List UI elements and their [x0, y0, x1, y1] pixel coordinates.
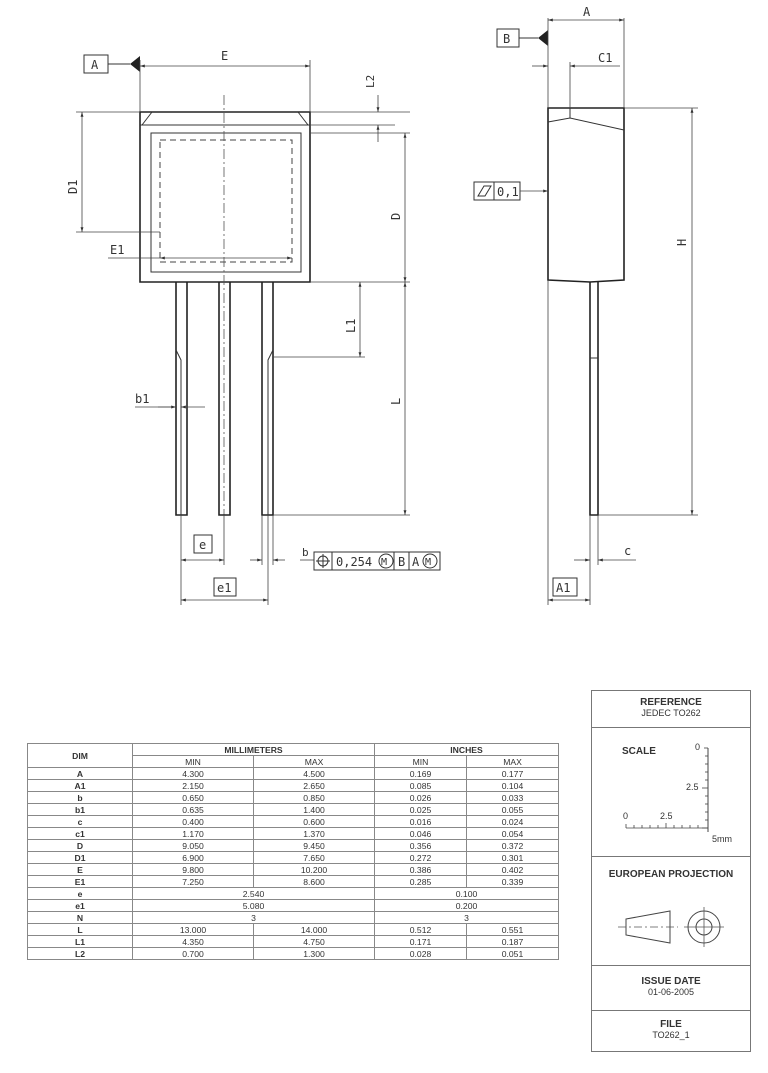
reference-cell	[592, 691, 750, 728]
mmc-modifier-2: M	[425, 557, 432, 568]
mm-min-header: MIN	[133, 756, 254, 768]
in-min: 0.171	[375, 936, 467, 948]
side-view	[474, 5, 698, 605]
dim-c1-label: C1	[598, 51, 613, 65]
dimensions-table	[27, 743, 559, 960]
table-row	[28, 840, 559, 852]
in-min: 0.028	[375, 948, 467, 960]
dim-l1-label: L1	[344, 318, 358, 333]
mm-max: 7.650	[254, 852, 375, 864]
dim-name: L1	[28, 936, 133, 948]
mm-value: 5.080	[133, 900, 375, 912]
mm-min: 0.635	[133, 804, 254, 816]
in-value: 0.200	[375, 900, 559, 912]
position-ref-a: A	[412, 555, 420, 569]
dim-name: E	[28, 864, 133, 876]
table-row	[28, 828, 559, 840]
mm-max: 1.400	[254, 804, 375, 816]
dim-d-label: D	[389, 212, 403, 220]
mm-min: 2.150	[133, 780, 254, 792]
mm-min: 6.900	[133, 852, 254, 864]
dim-name: c	[28, 816, 133, 828]
in-min-header: MIN	[375, 756, 467, 768]
in-min: 0.085	[375, 780, 467, 792]
in-max: 0.055	[467, 804, 559, 816]
in-max: 0.054	[467, 828, 559, 840]
dim-e1-label: E1	[110, 243, 125, 257]
mm-max: 1.370	[254, 828, 375, 840]
scale-label: SCALE	[622, 746, 656, 757]
projection-symbol-icon	[592, 889, 750, 959]
dim-column-header: DIM	[28, 744, 133, 768]
dim-name: D1	[28, 852, 133, 864]
dim-b1-label: b1	[135, 392, 150, 406]
dim-a1-label: A1	[556, 581, 571, 595]
in-max: 0.051	[467, 948, 559, 960]
issue-date-value: 01-06-2005	[647, 987, 695, 997]
mm-max: 0.600	[254, 816, 375, 828]
file-value: TO262_1	[652, 1030, 690, 1040]
title-block	[591, 690, 751, 1052]
inches-header: INCHES	[375, 744, 559, 756]
mm-max: 4.500	[254, 768, 375, 780]
in-min: 0.386	[375, 864, 467, 876]
in-min: 0.016	[375, 816, 467, 828]
mm-min: 7.250	[133, 876, 254, 888]
issue-date-cell	[592, 966, 750, 1011]
dim-name: L	[28, 924, 133, 936]
in-value: 3	[375, 912, 559, 924]
table-row	[28, 780, 559, 792]
in-max: 0.177	[467, 768, 559, 780]
scale-cell	[592, 728, 750, 857]
in-max: 0.104	[467, 780, 559, 792]
position-tolerance-value: 0,254	[336, 555, 373, 569]
in-max: 0.301	[467, 852, 559, 864]
in-value: 0.100	[375, 888, 559, 900]
table-row	[28, 888, 559, 900]
mm-max: 2.650	[254, 780, 375, 792]
dim-c-label: c	[624, 544, 632, 558]
mm-max: 10.200	[254, 864, 375, 876]
in-min: 0.285	[375, 876, 467, 888]
in-min: 0.272	[375, 852, 467, 864]
reference-label: REFERENCE	[640, 697, 702, 708]
table-row	[28, 948, 559, 960]
mm-value: 3	[133, 912, 375, 924]
dim-name: D	[28, 840, 133, 852]
in-max-header: MAX	[467, 756, 559, 768]
in-min: 0.356	[375, 840, 467, 852]
in-max: 0.402	[467, 864, 559, 876]
in-min: 0.046	[375, 828, 467, 840]
mm-min: 9.050	[133, 840, 254, 852]
in-min: 0.169	[375, 768, 467, 780]
dim-l2-label: L2	[364, 74, 377, 88]
dim-name: E1	[28, 876, 133, 888]
dim-e1-pitch-label: e1	[217, 581, 232, 595]
table-row	[28, 852, 559, 864]
in-min: 0.512	[375, 924, 467, 936]
in-max: 0.339	[467, 876, 559, 888]
dim-a-label: A	[583, 5, 591, 19]
dim-name: A	[28, 768, 133, 780]
table-row	[28, 876, 559, 888]
dim-name: e1	[28, 900, 133, 912]
in-min: 0.026	[375, 792, 467, 804]
table-row	[28, 936, 559, 948]
dim-h-label: H	[675, 238, 689, 246]
in-max: 0.033	[467, 792, 559, 804]
mm-min: 13.000	[133, 924, 254, 936]
scale-v0: 0	[695, 742, 701, 752]
file-label: FILE	[660, 1019, 682, 1030]
mm-min: 9.800	[133, 864, 254, 876]
mm-max: 0.850	[254, 792, 375, 804]
table-row	[28, 864, 559, 876]
dim-name: N	[28, 912, 133, 924]
mm-min: 4.350	[133, 936, 254, 948]
dim-b-label: b	[302, 546, 309, 559]
scale-v25: 2.5	[686, 782, 699, 792]
scale-unit: 5mm	[712, 834, 732, 844]
millimeters-header: MILLIMETERS	[133, 744, 375, 756]
mm-max: 8.600	[254, 876, 375, 888]
dim-d1-label: D1	[66, 179, 80, 194]
dim-name: b	[28, 792, 133, 804]
datum-b-label: B	[503, 32, 511, 46]
mm-max-header: MAX	[254, 756, 375, 768]
table-row	[28, 924, 559, 936]
mm-min: 0.700	[133, 948, 254, 960]
in-max: 0.024	[467, 816, 559, 828]
flatness-tolerance-value: 0,1	[497, 185, 519, 199]
projection-cell	[592, 857, 750, 966]
dim-name: L2	[28, 948, 133, 960]
mm-min: 1.170	[133, 828, 254, 840]
in-max: 0.372	[467, 840, 559, 852]
dim-name: c1	[28, 828, 133, 840]
in-max: 0.551	[467, 924, 559, 936]
file-cell	[592, 1011, 750, 1051]
position-ref-b: B	[398, 555, 406, 569]
table-row	[28, 804, 559, 816]
mm-max: 1.300	[254, 948, 375, 960]
projection-label: EUROPEAN PROJECTION	[608, 869, 734, 880]
mm-max: 14.000	[254, 924, 375, 936]
mm-min: 0.650	[133, 792, 254, 804]
datum-a-label: A	[91, 58, 99, 72]
scale-h25: 2.5	[660, 811, 673, 821]
table-row	[28, 768, 559, 780]
table-row	[28, 816, 559, 828]
mm-max: 9.450	[254, 840, 375, 852]
issue-date-label: ISSUE DATE	[641, 976, 701, 987]
reference-value: JEDEC TO262	[641, 708, 701, 718]
mm-min: 0.400	[133, 816, 254, 828]
table-row	[28, 792, 559, 804]
front-view	[66, 49, 440, 605]
scale-h0: 0	[623, 811, 629, 821]
dim-name: A1	[28, 780, 133, 792]
mm-value: 2.540	[133, 888, 375, 900]
in-min: 0.025	[375, 804, 467, 816]
in-max: 0.187	[467, 936, 559, 948]
table-row	[28, 900, 559, 912]
dim-name: e	[28, 888, 133, 900]
dim-e-label: E	[221, 49, 229, 63]
dim-e-pitch-label: e	[199, 538, 207, 552]
mm-min: 4.300	[133, 768, 254, 780]
table-row	[28, 912, 559, 924]
mmc-modifier-1: M	[381, 557, 388, 568]
dim-l-label: L	[389, 397, 403, 405]
mm-max: 4.750	[254, 936, 375, 948]
dim-name: b1	[28, 804, 133, 816]
